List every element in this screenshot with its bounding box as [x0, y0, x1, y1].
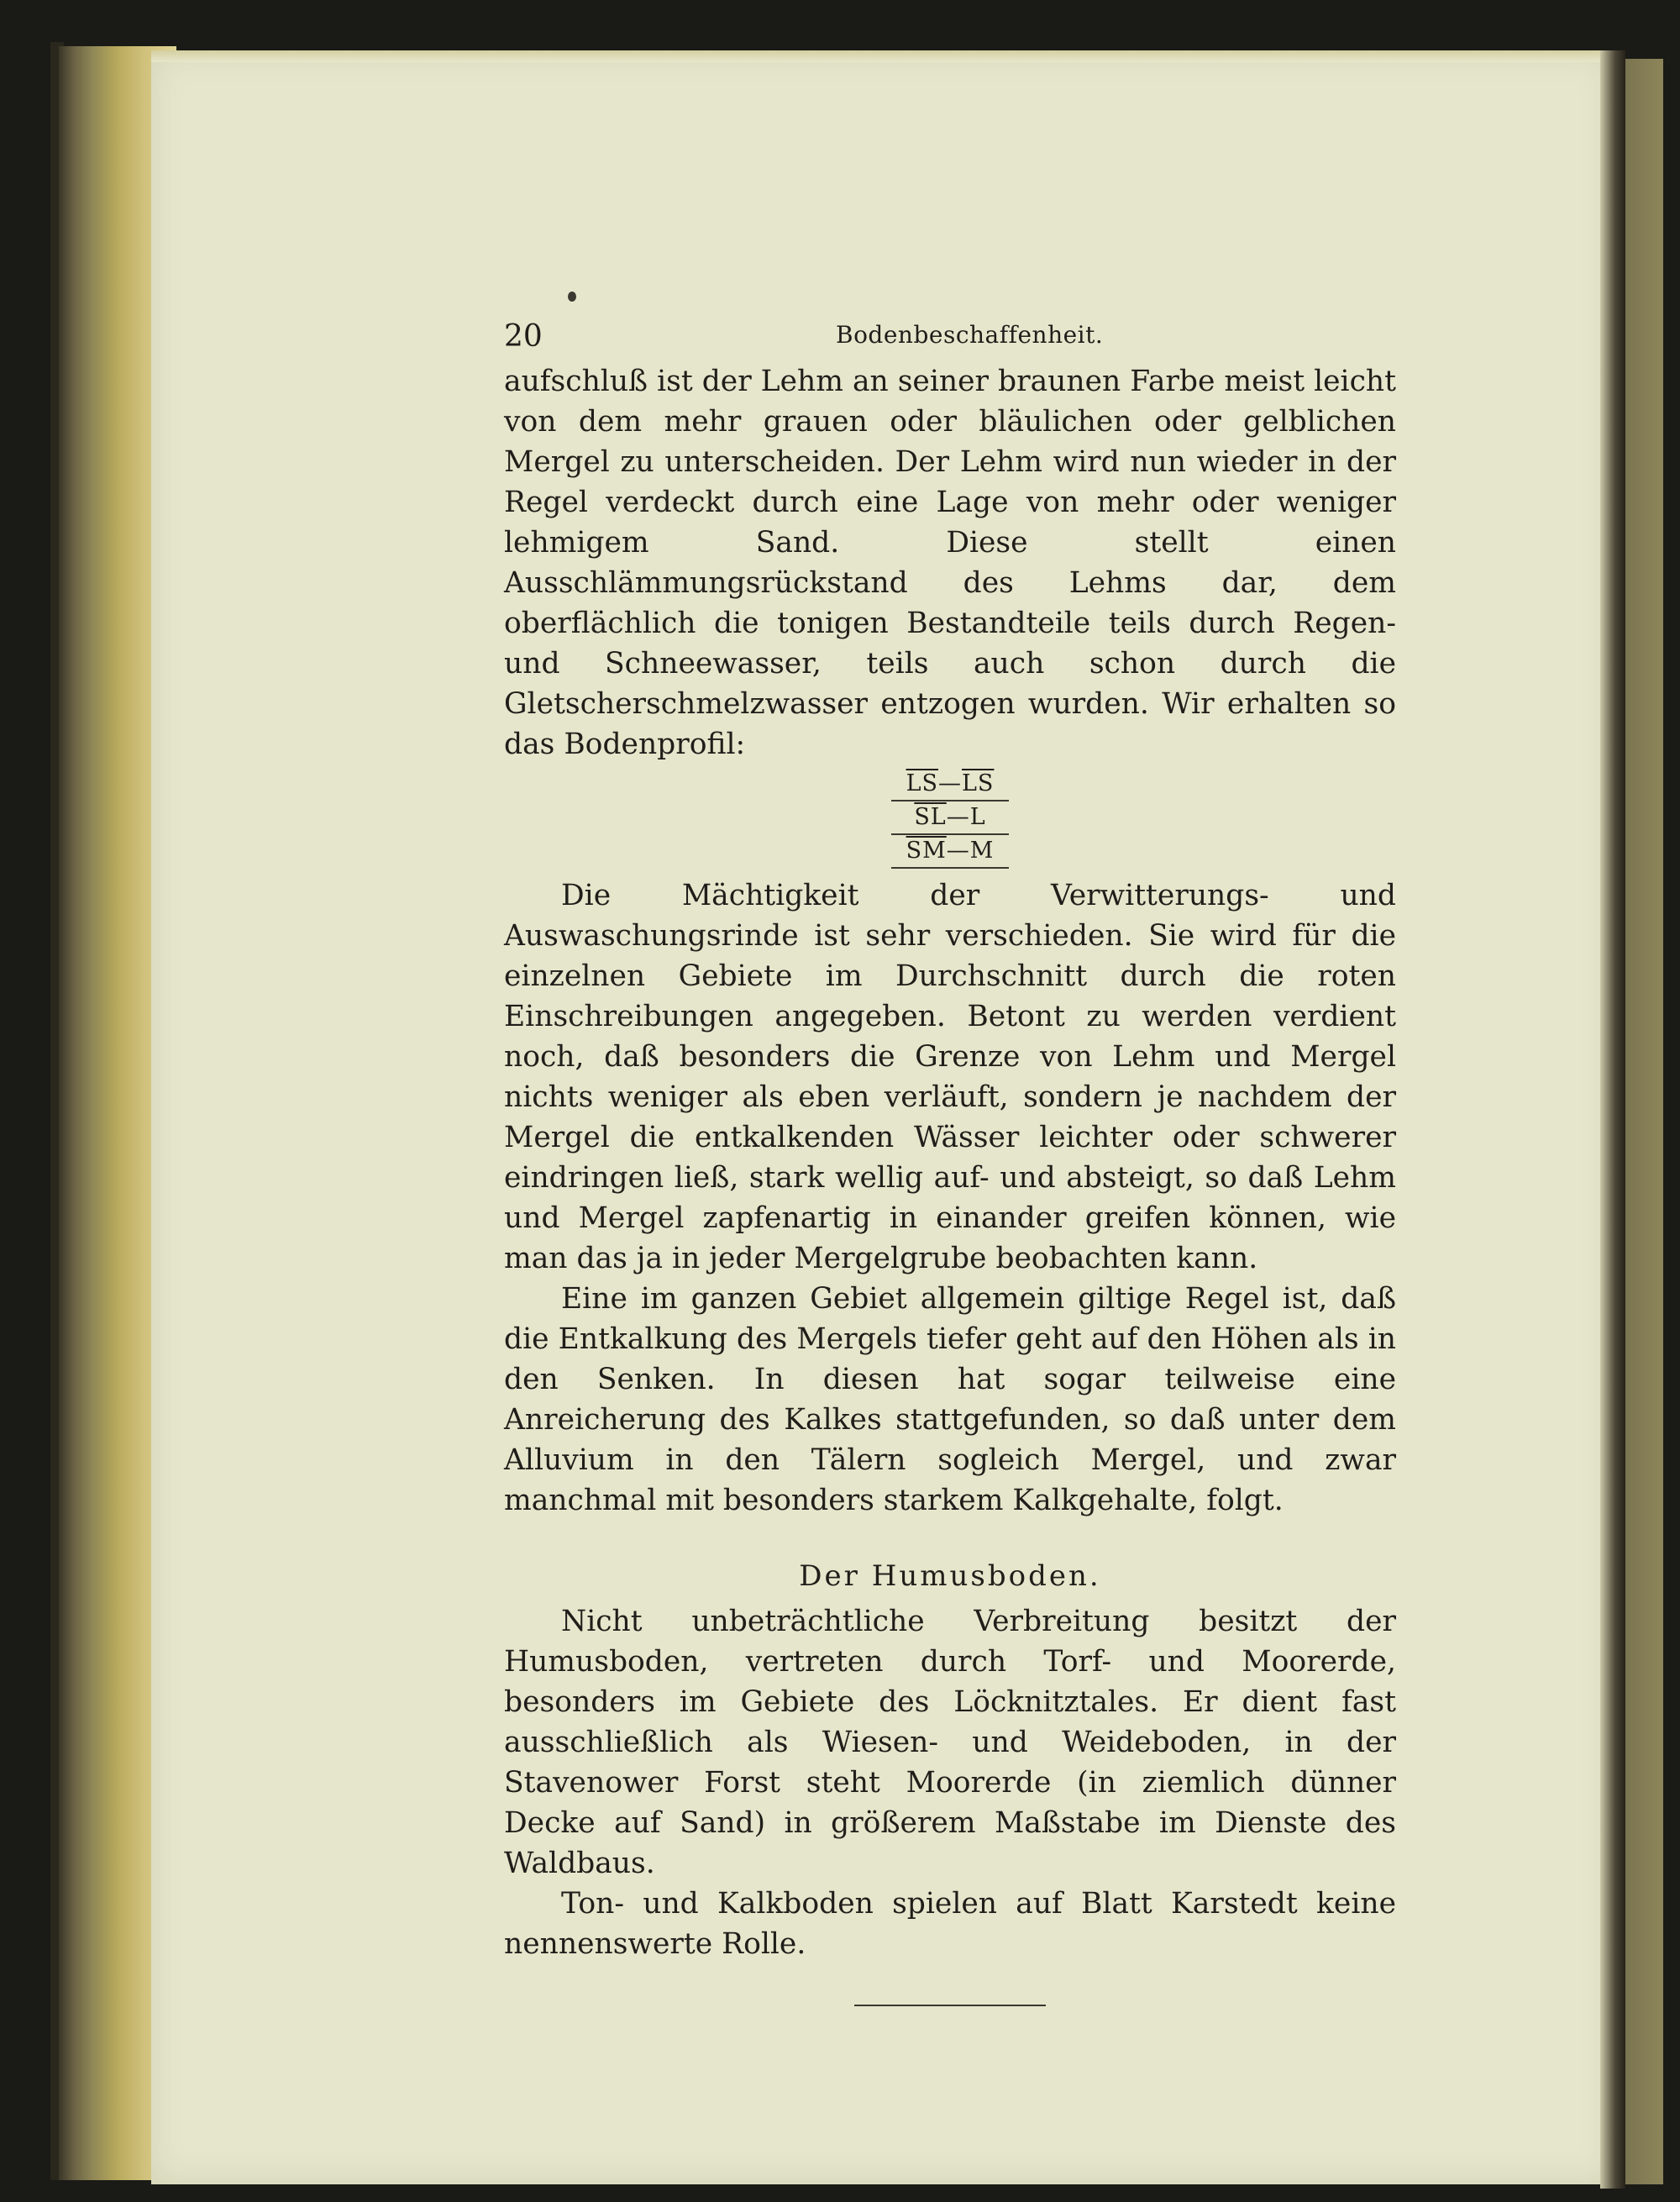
profile-row-1-left: $\overline{LS}$ [906, 770, 938, 796]
ink-speck [568, 292, 576, 302]
profile-row-3-left: $\overline{SM}$ [906, 838, 947, 864]
profile-row-1 [891, 768, 1009, 801]
section-heading-humusboden: Der Humusboden. [799, 1559, 1101, 1593]
page-top-edge [151, 50, 1613, 62]
profile-row-3-separator: — [946, 838, 970, 864]
paragraph-ton-kalkboden: Ton- und Kalkboden spielen auf Blatt Karstedt keine nennenswerte Rolle. [504, 1887, 1396, 1961]
paragraph-entkalkung: Eine im ganzen Gebiet allgemein giltige Regel ist, daß die Entkalkung des Mergels tiefer geht auf den Höhen als in den Senken. In diesen hat sogar teilweise eine Anreicherung des Kalkes stattgefunden, so daß unter dem Alluvium in den Tälern sogleich Mergel, und zwar manchmal mit besonders starkem Kalkgehalte, folgt. [504, 1282, 1396, 1517]
running-title: Bodenbeschaffenheit. [836, 321, 1104, 349]
profile-row-2-left: $\overline{SL}$ [914, 804, 947, 830]
profile-row-3-right: M [969, 838, 995, 864]
profile-row-3 [891, 835, 1009, 869]
profile-row-1-separator: — [938, 770, 962, 796]
paragraph-verwitterungsrinde: Die Mächtigkeit der Verwitterungs- und Auswaschungsrinde ist sehr verschieden. Sie wird für die einzelnen Gebiete im Durchschnitt durch die roten Einschreibungen angegeben. Betont zu werden verdient noch, daß besonders die Grenze von Lehm und Mergel nichts weniger als eben verläuft, sondern je nachdem der Mergel die entkalkenden Wässer leichter oder schwerer eindringen ließ, stark wellig auf- und absteigt, so daß Lehm und Mergel zapfenartig in einander greifen können, wie man das ja in jeder Mergelgrube beobachten kann. [504, 879, 1396, 1275]
profile-row-2 [891, 801, 1009, 835]
profile-row-2-right: L [969, 804, 986, 830]
profile-row-2-separator: — [946, 804, 970, 830]
paragraph-lehm-mergel: aufschluß ist der Lehm an seiner braunen Farbe meist leicht von dem mehr grauen oder bläulichen oder gelblichen Mergel zu unterscheiden. Der Lehm wird nun wieder in der Regel verdeckt durch eine Lage von mehr oder weniger lehmigem Sand. Diese stellt einen Ausschlämmungsrückstand des Lehms dar, dem oberflächlich die tonigen Bestandteile teils durch Regen- und Schneewasser, teils auch schon durch die Gletscherschmelzwasser entzogen wurden. Wir erhalten so das Bodenprofil: [504, 365, 1396, 761]
page-number: 20 [504, 319, 543, 354]
facing-page-strip [1625, 59, 1663, 2184]
soil-profile-formula [891, 768, 1009, 869]
page-gutter [1600, 50, 1625, 2189]
profile-row-1-right: $\overline{LS}$ [962, 770, 995, 796]
closing-rule [854, 2005, 1046, 2006]
page-header [504, 311, 1396, 361]
paragraph-humusboden: Nicht unbeträchtliche Verbreitung besitzt der Humusboden, vertreten durch Torf- und Moorerde, besonders im Gebiete des Löcknitztales. Er dient fast ausschließlich als Wiesen- und Weideboden, in der Stavenower Forst steht Moorerde (in ziemlich dünner Decke auf Sand) in größerem Maßstabe im Dienste des Waldbaus. [504, 1605, 1396, 1880]
text-block [504, 311, 1396, 2006]
